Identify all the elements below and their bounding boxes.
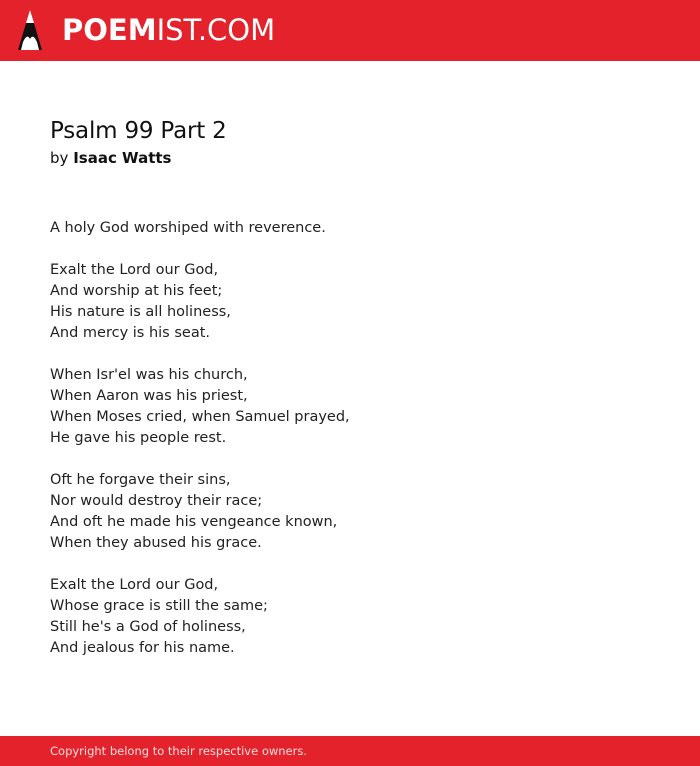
poem-title: Psalm 99 Part 2 bbox=[50, 118, 227, 144]
poem-content bbox=[50, 116, 650, 680]
poem-line: And oft he made his vengeance known, bbox=[50, 514, 338, 530]
poem-line: His nature is all holiness, bbox=[50, 304, 231, 320]
poem-line: He gave his people rest. bbox=[50, 430, 227, 446]
logo-bold-text: POEM bbox=[62, 13, 157, 47]
site-footer bbox=[0, 736, 700, 766]
poem-line: When they abused his grace. bbox=[50, 535, 262, 551]
poem-line: Whose grace is still the same; bbox=[50, 598, 268, 614]
poem-line: And worship at his feet; bbox=[50, 283, 223, 299]
poem-line: A holy God worshiped with reverence. bbox=[50, 220, 326, 236]
copyright-text: Copyright belong to their respective owners. bbox=[50, 744, 308, 758]
site-header bbox=[0, 0, 700, 61]
logo-light-text: IST.COM bbox=[156, 13, 276, 47]
poem-line: Nor would destroy their race; bbox=[50, 493, 263, 509]
byline-prefix: by bbox=[50, 149, 69, 167]
stanza bbox=[50, 365, 650, 449]
pencil-tip-icon[interactable] bbox=[17, 9, 43, 51]
poem-line: Exalt the Lord our God, bbox=[50, 577, 219, 593]
poem-line: And jealous for his name. bbox=[50, 640, 235, 656]
site-logo[interactable] bbox=[62, 13, 275, 47]
stanza bbox=[50, 260, 650, 344]
poem-line: Oft he forgave their sins, bbox=[50, 472, 231, 488]
poem-line: Exalt the Lord our God, bbox=[50, 262, 219, 278]
poem-body bbox=[50, 218, 650, 659]
poem-line: When Aaron was his priest, bbox=[50, 388, 248, 404]
stanza bbox=[50, 218, 650, 239]
poem-line: Still he's a God of holiness, bbox=[50, 619, 246, 635]
poem-line: When Moses cried, when Samuel prayed, bbox=[50, 409, 350, 425]
stanza bbox=[50, 575, 650, 659]
stanza bbox=[50, 470, 650, 554]
poem-line: And mercy is his seat. bbox=[50, 325, 211, 341]
poem-line: When Isr'el was his church, bbox=[50, 367, 248, 383]
author-name: Isaac Watts bbox=[73, 149, 172, 167]
byline bbox=[50, 148, 650, 168]
